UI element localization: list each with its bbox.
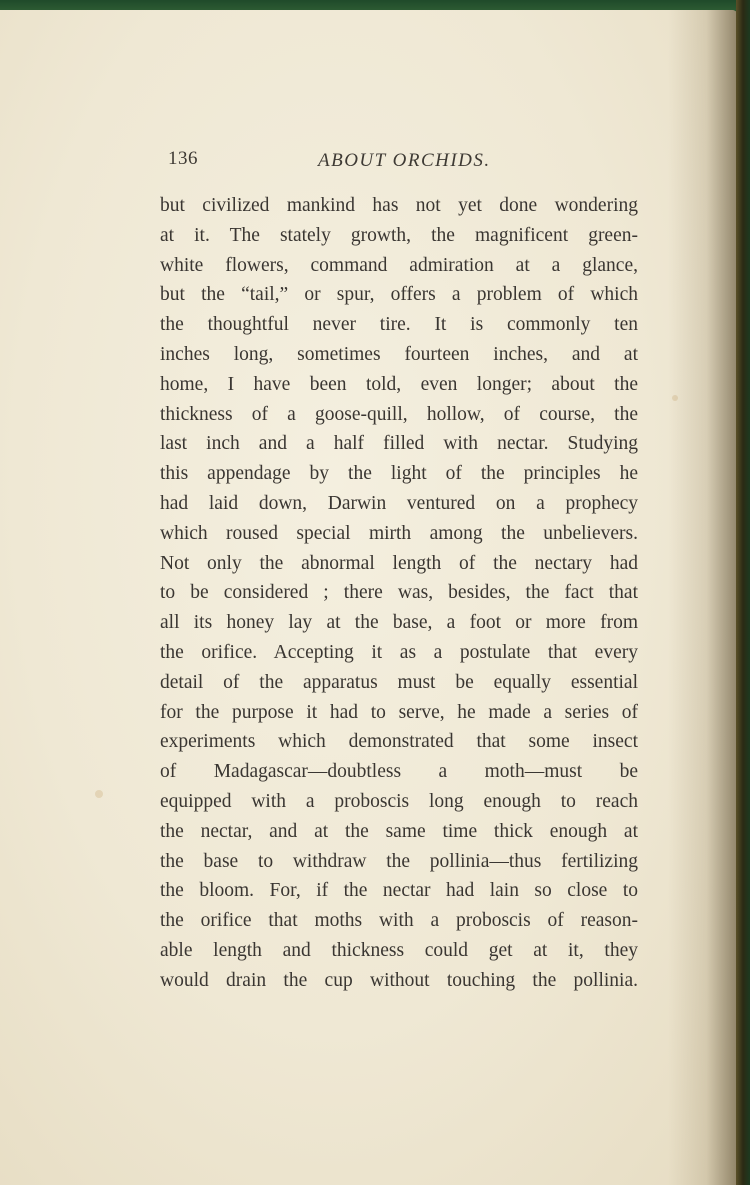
text-line: equipped with a proboscis long enough to reach: [160, 790, 638, 812]
text-line: experiments which demonstrated that some insect: [160, 731, 638, 753]
text-line: the thoughtful never tire. It is commonly ten: [160, 314, 638, 336]
text-line: the base to withdraw the pollinia—thus fertilizing: [160, 850, 638, 872]
text-line: detail of the apparatus must be equally essential: [160, 671, 638, 693]
text-line: but the “tail,” or spur, offers a problem of which: [160, 284, 638, 306]
text-line: the orifice that moths with a proboscis of reason-: [160, 910, 638, 932]
text-line: to be considered ; there was, besides, the fact that: [160, 582, 638, 604]
body-text: [160, 191, 638, 996]
text-line: this appendage by the light of the principles he: [160, 463, 638, 485]
text-line: thickness of a goose-quill, hollow, of course, the: [160, 403, 638, 425]
text-line: would drain the cup without touching the pollinia.: [160, 969, 638, 991]
book-spine: [736, 0, 750, 1185]
text-line: all its honey lay at the base, a foot or more from: [160, 612, 638, 634]
text-line: of Madagascar—doubtless a moth—must be: [160, 761, 638, 783]
running-title: ABOUT ORCHIDS.: [318, 150, 491, 171]
text-line: able length and thickness could get at it, they: [160, 939, 638, 961]
text-line: the nectar, and at the same time thick enough at: [160, 820, 638, 842]
paper-stain: [672, 395, 678, 401]
text-line: but civilized mankind has not yet done wondering: [160, 195, 638, 216]
text-line: for the purpose it had to serve, he made a series of: [160, 701, 638, 723]
text-line: at it. The stately growth, the magnificent green-: [160, 224, 638, 246]
paper-stain: [95, 790, 103, 798]
text-line: which roused special mirth among the unbelievers.: [160, 522, 638, 544]
text-line: the bloom. For, if the nectar had lain so close to: [160, 880, 638, 902]
text-line: Not only the abnormal length of the nectary had: [160, 552, 638, 574]
text-line: inches long, sometimes fourteen inches, and at: [160, 343, 638, 365]
text-line: white flowers, command admiration at a glance,: [160, 254, 638, 276]
text-line: home, I have been told, even longer; about the: [160, 373, 638, 395]
text-line: the orifice. Accepting it as a postulate that every: [160, 641, 638, 663]
page-header: [168, 148, 638, 178]
text-line: had laid down, Darwin ventured on a prophecy: [160, 492, 638, 514]
page-number: 136: [168, 148, 198, 169]
text-line: last inch and a half filled with nectar. Studying: [160, 433, 638, 455]
